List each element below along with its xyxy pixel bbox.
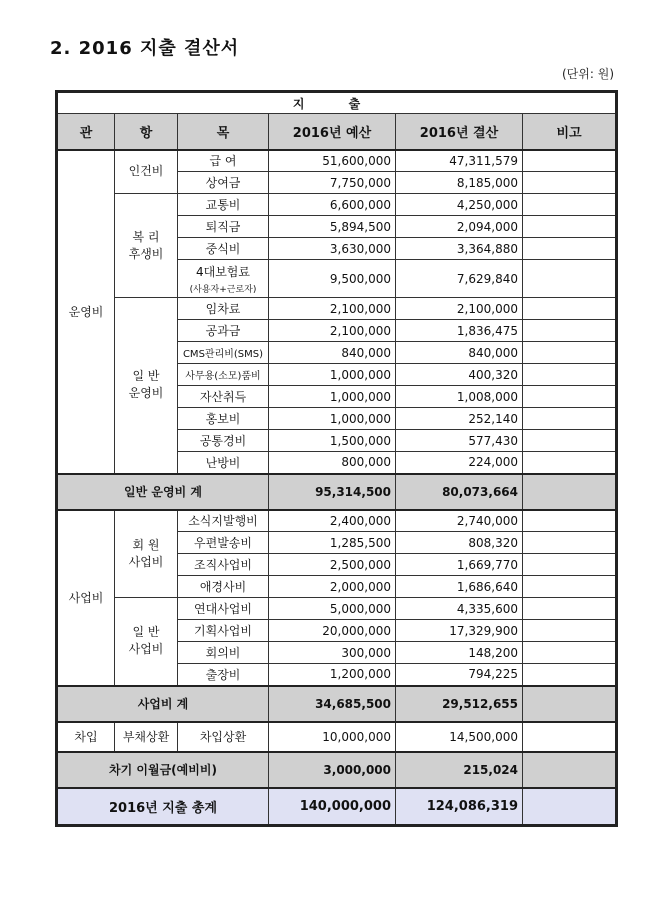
note-cell: [523, 408, 617, 430]
actual-cell: 2,094,000: [396, 216, 523, 238]
mok-cell: 퇴직금: [178, 216, 269, 238]
gwan-cell: 차입: [57, 722, 115, 752]
actual-cell: 4,250,000: [396, 194, 523, 216]
note-cell: [523, 260, 617, 298]
carryover-budget: 3,000,000: [269, 752, 396, 788]
document-heading: 2. 2016 지출 결산서: [50, 38, 240, 59]
mok-cell: 교통비: [178, 194, 269, 216]
subtotal-budget: 95,314,500: [269, 474, 396, 510]
note-cell: [523, 752, 617, 788]
note-cell: [523, 474, 617, 510]
header-cell: 관: [57, 114, 115, 150]
actual-cell: 8,185,000: [396, 172, 523, 194]
table-row: [57, 298, 617, 320]
hang-cell: 일 반 사업비: [115, 598, 178, 686]
mok-cell: 공과금: [178, 320, 269, 342]
gwan-cell: 사업비: [57, 510, 115, 686]
mok-note: (사용자+근로자): [189, 284, 257, 295]
budget-cell: 9,500,000: [269, 260, 396, 298]
note-cell: [523, 554, 617, 576]
subtotal-row: [57, 686, 617, 722]
mok-cell: 기획사업비: [178, 620, 269, 642]
note-cell: [523, 722, 617, 752]
note-cell: [523, 172, 617, 194]
mok-cell: 출장비: [178, 664, 269, 686]
budget-cell: 2,500,000: [269, 554, 396, 576]
budget-cell: 1,200,000: [269, 664, 396, 686]
mok-cell: 상여금: [178, 172, 269, 194]
actual-cell: 400,320: [396, 364, 523, 386]
budget-cell: 7,750,000: [269, 172, 396, 194]
budget-cell: 51,600,000: [269, 150, 396, 172]
budget-cell: 1,000,000: [269, 364, 396, 386]
actual-cell: 1,008,000: [396, 386, 523, 408]
subtotal-budget: 34,685,500: [269, 686, 396, 722]
actual-cell: 577,430: [396, 430, 523, 452]
hang-cell: 부채상환: [115, 722, 178, 752]
mok-cell: 차입상환: [178, 722, 269, 752]
budget-cell: 300,000: [269, 642, 396, 664]
note-cell: [523, 620, 617, 642]
actual-cell: 252,140: [396, 408, 523, 430]
grand-total-row: [57, 788, 617, 826]
note-cell: [523, 238, 617, 260]
actual-cell: 840,000: [396, 342, 523, 364]
budget-cell: 840,000: [269, 342, 396, 364]
carryover-label: 차기 이월금(예비비): [57, 752, 269, 788]
budget-cell: 5,000,000: [269, 598, 396, 620]
actual-cell: 17,329,900: [396, 620, 523, 642]
budget-cell: 2,000,000: [269, 576, 396, 598]
actual-cell: 2,740,000: [396, 510, 523, 532]
subtotal-actual: 80,073,664: [396, 474, 523, 510]
table-row: [57, 150, 617, 172]
mok-cell: 난방비: [178, 452, 269, 474]
subtotal-row: [57, 474, 617, 510]
budget-cell: 1,000,000: [269, 386, 396, 408]
total-label: 2016년 지출 총계: [57, 788, 269, 826]
actual-cell: 1,836,475: [396, 320, 523, 342]
actual-cell: 224,000: [396, 452, 523, 474]
total-budget: 140,000,000: [269, 788, 396, 826]
mok-cell: 조직사업비: [178, 554, 269, 576]
actual-cell: 1,686,640: [396, 576, 523, 598]
actual-cell: 1,669,770: [396, 554, 523, 576]
header-row: [57, 114, 617, 150]
budget-cell: 3,630,000: [269, 238, 396, 260]
hang-cell: 회 원 사업비: [115, 510, 178, 598]
table-row: [57, 722, 617, 752]
mok-cell: 소식지발행비: [178, 510, 269, 532]
subtotal-actual: 29,512,655: [396, 686, 523, 722]
note-cell: [523, 342, 617, 364]
carryover-row: [57, 752, 617, 788]
table-row: [57, 598, 617, 620]
table-row: [57, 194, 617, 216]
budget-cell: 1,000,000: [269, 408, 396, 430]
mok-cell: 중식비: [178, 238, 269, 260]
note-cell: [523, 430, 617, 452]
mok-cell: 우편발송비: [178, 532, 269, 554]
mok-cell: 애경사비: [178, 576, 269, 598]
mok-cell: 회의비: [178, 642, 269, 664]
actual-cell: 794,225: [396, 664, 523, 686]
header-cell: 항: [115, 114, 178, 150]
note-cell: [523, 298, 617, 320]
table-row: [57, 510, 617, 532]
carryover-actual: 215,024: [396, 752, 523, 788]
header-cell: 비고: [523, 114, 617, 150]
note-cell: [523, 664, 617, 686]
hang-cell: 인건비: [115, 150, 178, 194]
budget-cell: 1,500,000: [269, 430, 396, 452]
budget-cell: 10,000,000: [269, 722, 396, 752]
unit-label: (단위: 원): [562, 67, 614, 81]
gwan-cell: 운영비: [57, 150, 115, 474]
subtotal-label: 일반 운영비 계: [57, 474, 269, 510]
actual-cell: 2,100,000: [396, 298, 523, 320]
note-cell: [523, 194, 617, 216]
mok-cell: 임차료: [178, 298, 269, 320]
budget-cell: 1,285,500: [269, 532, 396, 554]
note-cell: [523, 510, 617, 532]
hang-cell: 복 리 후생비: [115, 194, 178, 298]
mok-cell: 공통경비: [178, 430, 269, 452]
actual-cell: 47,311,579: [396, 150, 523, 172]
note-cell: [523, 216, 617, 238]
budget-cell: 800,000: [269, 452, 396, 474]
note-cell: [523, 532, 617, 554]
note-cell: [523, 452, 617, 474]
mok-cell: 사무용(소모)품비: [178, 364, 269, 386]
mok-cell: 연대사업비: [178, 598, 269, 620]
note-cell: [523, 364, 617, 386]
header-cell: 2016년 결산: [396, 114, 523, 150]
header-cell: 2016년 예산: [269, 114, 396, 150]
actual-cell: 148,200: [396, 642, 523, 664]
note-cell: [523, 686, 617, 722]
budget-cell: 6,600,000: [269, 194, 396, 216]
total-actual: 124,086,319: [396, 788, 523, 826]
note-cell: [523, 576, 617, 598]
note-cell: [523, 150, 617, 172]
actual-cell: 7,629,840: [396, 260, 523, 298]
budget-cell: 2,400,000: [269, 510, 396, 532]
note-cell: [523, 598, 617, 620]
note-cell: [523, 320, 617, 342]
subtotal-label: 사업비 계: [57, 686, 269, 722]
mok-cell: 자산취득: [178, 386, 269, 408]
mok-cell: CMS관리비(SMS): [178, 342, 269, 364]
budget-cell: 2,100,000: [269, 298, 396, 320]
table-title: 지 출: [57, 92, 617, 114]
expenditure-table: [55, 90, 618, 827]
note-cell: [523, 788, 617, 826]
budget-cell: 20,000,000: [269, 620, 396, 642]
mok-cell: 홍보비: [178, 408, 269, 430]
mok-cell: 급 여: [178, 150, 269, 172]
header-cell: 목: [178, 114, 269, 150]
actual-cell: 14,500,000: [396, 722, 523, 752]
hang-cell: 일 반 운영비: [115, 298, 178, 474]
mok-label: 4대보험료: [195, 264, 250, 279]
actual-cell: 3,364,880: [396, 238, 523, 260]
mok-cell: [178, 260, 269, 298]
budget-cell: 2,100,000: [269, 320, 396, 342]
actual-cell: 808,320: [396, 532, 523, 554]
actual-cell: 4,335,600: [396, 598, 523, 620]
note-cell: [523, 642, 617, 664]
budget-cell: 5,894,500: [269, 216, 396, 238]
note-cell: [523, 386, 617, 408]
